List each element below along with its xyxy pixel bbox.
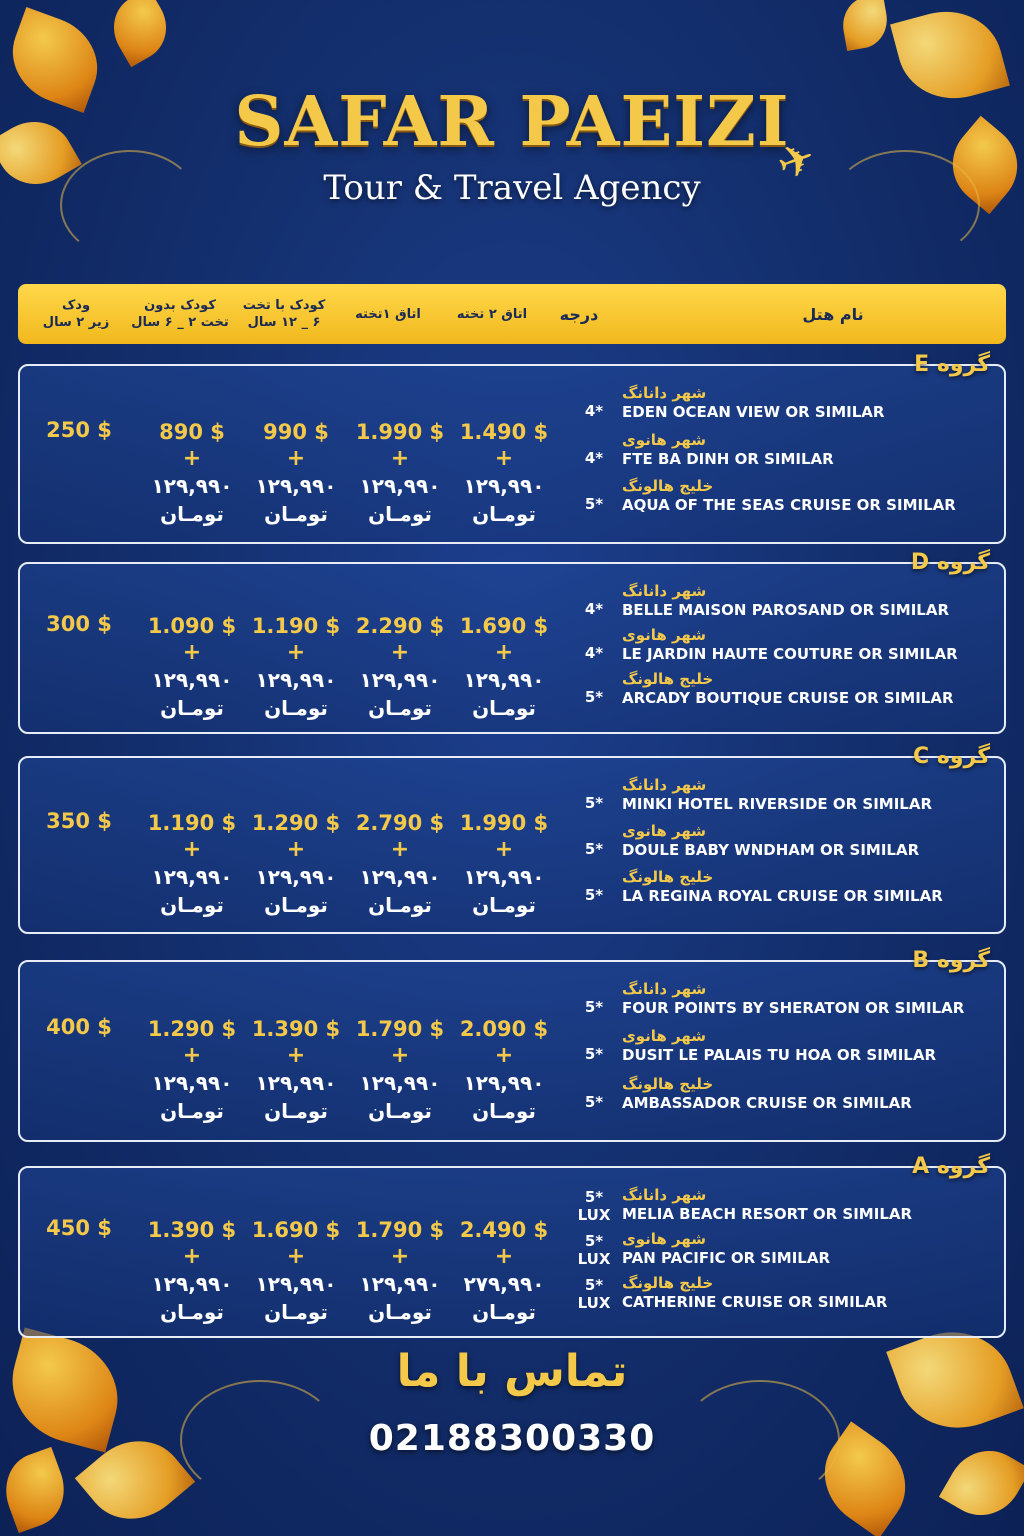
hotel-entry [622, 670, 1002, 708]
price-cell [348, 612, 452, 722]
price-cell [452, 612, 556, 722]
toman-label: تومـان [160, 893, 224, 917]
lux-badge: LUX [577, 1206, 611, 1224]
toman-label: تومـان [472, 1099, 536, 1123]
price-plus: + [286, 446, 306, 471]
hotel-name: ARCADY BOUTIQUE CRUISE OR SIMILAR [622, 689, 954, 707]
table-header [18, 284, 1006, 344]
price-usd: 990 $ [263, 420, 329, 444]
header-grade: درجه [559, 304, 599, 324]
price-usd: 890 $ [159, 420, 225, 444]
price-plus: + [390, 1244, 410, 1269]
toman-label: تومـان [160, 1099, 224, 1123]
hotel-rating [560, 1232, 628, 1268]
lux-badge: LUX [577, 1250, 611, 1268]
price-plus: + [390, 1043, 410, 1068]
hotel-rating [560, 449, 628, 467]
price-toman: ۱۲۹,۹۹۰ [463, 668, 545, 692]
header-infant-line1: ودک [61, 298, 91, 313]
header-child-no-bed [128, 284, 232, 344]
hotel-entry [622, 776, 1002, 814]
price-usd: 1.490 $ [459, 420, 549, 444]
star-rating: 5* [584, 1276, 604, 1294]
price-plus: + [494, 1043, 514, 1068]
price-toman: ۱۲۹,۹۹۰ [463, 865, 545, 889]
price-group [18, 352, 1006, 544]
toman-label: تومـان [160, 696, 224, 720]
price-toman: ۱۲۹,۹۹۰ [151, 865, 233, 889]
price-usd: 1.990 $ [355, 420, 445, 444]
toman-label: تومـان [368, 1099, 432, 1123]
hotel-rating [560, 644, 628, 662]
price-toman: ۱۲۹,۹۹۰ [359, 865, 441, 889]
group-label: گروه A [912, 1154, 990, 1179]
hotel-name: MELIA BEACH RESORT OR SIMILAR [622, 1205, 913, 1223]
toman-label: تومـان [472, 1300, 536, 1324]
price-plus: + [494, 1244, 514, 1269]
hotel-city: شهر دانانگ [622, 980, 707, 998]
hotel-city: شهر دانانگ [622, 776, 707, 794]
hotel-name: MINKI HOTEL RIVERSIDE OR SIMILAR [622, 795, 933, 813]
toman-label: تومـان [160, 1300, 224, 1324]
hotel-city: شهر هانوی [622, 430, 707, 449]
hotel-entry [622, 980, 1002, 1018]
price-cell [452, 1015, 556, 1125]
maple-leaf-icon [101, 0, 179, 67]
price-group [18, 1154, 1006, 1338]
price-usd: 2.490 $ [459, 1218, 549, 1242]
infant-price: 300 $ [46, 612, 112, 636]
hotel-rating [560, 840, 628, 858]
price-cell [244, 418, 348, 528]
header-infant [28, 284, 124, 344]
hotel-name: EDEN OCEAN VIEW OR SIMILAR [622, 403, 885, 421]
price-plus: + [182, 446, 202, 471]
group-label: گروه C [913, 744, 990, 769]
hotel-entry [622, 1186, 1002, 1224]
price-cell [140, 612, 244, 722]
hotel-entry [622, 822, 1002, 860]
toman-label: تومـان [264, 502, 328, 526]
price-usd: 1.990 $ [459, 811, 549, 835]
price-plus: + [286, 837, 306, 862]
toman-label: تومـان [368, 502, 432, 526]
price-usd: 2.790 $ [355, 811, 445, 835]
star-rating: 4* [584, 448, 604, 467]
contact-phone[interactable]: 02188300330 [368, 1418, 656, 1459]
price-cell [140, 418, 244, 528]
hotel-city: خلیج هالونگ [622, 1074, 714, 1093]
price-plus: + [494, 640, 514, 665]
hotel-name: CATHERINE CRUISE OR SIMILAR [622, 1293, 888, 1311]
toman-label: تومـان [264, 893, 328, 917]
hotel-rating [560, 1276, 628, 1312]
header-hotel-name: نام هتل [802, 304, 864, 324]
price-cell [452, 418, 556, 528]
hotel-entry [622, 384, 1002, 422]
star-rating: 5* [584, 1232, 604, 1250]
hotel-city: شهر هانوی [622, 822, 707, 840]
price-plus: + [286, 1244, 306, 1269]
hotel-rating [560, 495, 628, 513]
header-double-room: اتاق ۲ تخته [456, 306, 528, 322]
hotel-name: AQUA OF THE SEAS CRUISE OR SIMILAR [622, 496, 956, 515]
hotel-rating [560, 402, 628, 420]
toman-label: تومـان [472, 696, 536, 720]
price-toman: ۱۲۹,۹۹۰ [151, 668, 233, 692]
maple-leaf-icon [0, 1447, 75, 1533]
header-child-with-bed [232, 284, 336, 344]
hotel-name: DUSIT LE PALAIS TU HOA OR SIMILAR [622, 1046, 936, 1065]
hotel-city: شهر هانوی [622, 1027, 707, 1046]
price-toman: ۱۲۹,۹۹۰ [359, 1272, 441, 1296]
hotel-rating [560, 1045, 628, 1063]
hotel-rating [560, 1093, 628, 1111]
price-toman: ۱۲۹,۹۹۰ [463, 1071, 545, 1095]
hotel-entry [622, 1274, 1002, 1312]
price-toman: ۲۷۹,۹۹۰ [463, 1272, 545, 1296]
price-usd: 1.090 $ [147, 614, 237, 638]
price-cell [244, 1216, 348, 1326]
star-rating: 4* [584, 600, 604, 618]
price-usd: 1.290 $ [147, 1017, 237, 1041]
brand-header [0, 82, 1024, 208]
star-rating: 5* [584, 495, 604, 514]
infant-price: 350 $ [46, 809, 112, 833]
price-plus: + [390, 837, 410, 862]
hotel-city: شهر هانوی [622, 626, 707, 644]
price-usd: 1.690 $ [459, 614, 549, 638]
group-label: گروه D [910, 550, 990, 575]
infant-price: 250 $ [46, 418, 112, 442]
hotel-entry [622, 431, 1002, 469]
price-usd: 2.290 $ [355, 614, 445, 638]
hotel-name: FOUR POINTS BY SHERATON OR SIMILAR [622, 999, 965, 1017]
price-toman: ۱۲۹,۹۹۰ [255, 1071, 337, 1095]
price-toman: ۱۲۹,۹۹۰ [255, 668, 337, 692]
price-cell [348, 809, 452, 919]
hotel-entry [622, 1027, 1002, 1065]
price-usd: 1.290 $ [251, 811, 341, 835]
hotel-name: FTE BA DINH OR SIMILAR [622, 449, 834, 468]
star-rating: 4* [584, 644, 604, 662]
header-child-with-bed-line1: کودک با تخت [242, 298, 326, 313]
hotel-name: PAN PACIFIC OR SIMILAR [622, 1249, 831, 1267]
toman-label: تومـان [368, 696, 432, 720]
price-plus: + [390, 640, 410, 665]
price-cell [244, 612, 348, 722]
hotel-entry [622, 582, 1002, 620]
hotel-name: LE JARDIN HAUTE COUTURE OR SIMILAR [622, 645, 958, 663]
toman-label: تومـان [264, 1099, 328, 1123]
price-cell [348, 1216, 452, 1326]
hotel-city: شهر دانانگ [622, 582, 707, 600]
hotel-name: BELLE MAISON PAROSAND OR SIMILAR [622, 601, 950, 619]
price-toman: ۱۲۹,۹۹۰ [359, 474, 441, 498]
header-child-no-bed-line2: تخت ۲ _ ۶ سال [131, 315, 229, 330]
price-cell [140, 809, 244, 919]
price-plus: + [390, 446, 410, 471]
hotel-rating [560, 794, 628, 812]
price-toman: ۱۲۹,۹۹۰ [151, 1071, 233, 1095]
toman-label: تومـان [264, 1300, 328, 1324]
header-single-room: اتاق ۱تخته [355, 306, 421, 322]
price-group [18, 550, 1006, 734]
price-group [18, 948, 1006, 1142]
hotel-entry [622, 868, 1002, 906]
price-plus: + [182, 640, 202, 665]
star-rating: 5* [584, 1092, 604, 1111]
price-toman: ۱۲۹,۹۹۰ [151, 1272, 233, 1296]
price-plus: + [494, 837, 514, 862]
infant-price: 450 $ [46, 1216, 112, 1240]
price-toman: ۱۲۹,۹۹۰ [151, 474, 233, 498]
toman-label: تومـان [472, 502, 536, 526]
price-group [18, 744, 1006, 934]
price-cell [140, 1015, 244, 1125]
hotel-city: شهر هانوی [622, 1230, 707, 1248]
star-rating: 5* [584, 794, 604, 812]
price-cell [348, 418, 452, 528]
hotel-rating [560, 1188, 628, 1224]
toman-label: تومـان [160, 502, 224, 526]
star-rating: 5* [584, 1188, 604, 1206]
price-toman: ۱۲۹,۹۹۰ [359, 1071, 441, 1095]
brand-subtitle: Tour & Travel Agency [323, 168, 701, 208]
toman-label: تومـان [368, 893, 432, 917]
price-toman: ۱۲۹,۹۹۰ [255, 1272, 337, 1296]
price-usd: 1.190 $ [251, 614, 341, 638]
star-rating: 5* [584, 998, 604, 1016]
star-rating: 4* [584, 402, 604, 420]
price-toman: ۱۲۹,۹۹۰ [359, 668, 441, 692]
price-cell [140, 1216, 244, 1326]
header-child-no-bed-line1: کودک بدون [144, 298, 216, 313]
star-rating: 5* [584, 840, 604, 858]
hotel-city: شهر دانانگ [622, 384, 707, 402]
header-infant-line2: زیر ۲ سال [42, 315, 110, 330]
contact-label: تماس با ما [396, 1346, 628, 1397]
brand-title: SAFAR PAEIZI [234, 82, 790, 162]
hotel-rating [560, 688, 628, 706]
price-usd: 1.790 $ [355, 1017, 445, 1041]
maple-leaf-icon [839, 0, 892, 51]
airplane-icon: ✈ [770, 131, 823, 192]
hotel-city: شهر دانانگ [622, 1186, 707, 1204]
price-plus: + [182, 837, 202, 862]
price-toman: ۱۲۹,۹۹۰ [255, 865, 337, 889]
price-plus: + [182, 1043, 202, 1068]
price-cell [244, 1015, 348, 1125]
toman-label: تومـان [368, 1300, 432, 1324]
infant-price: 400 $ [46, 1015, 112, 1039]
hotel-rating [560, 600, 628, 618]
price-plus: + [494, 446, 514, 471]
price-cell [244, 809, 348, 919]
price-usd: 2.090 $ [459, 1017, 549, 1041]
hotel-name: DOULE BABY WNDHAM OR SIMILAR [622, 841, 920, 859]
hotel-rating [560, 998, 628, 1016]
price-plus: + [182, 1244, 202, 1269]
header-child-with-bed-line2: ۶ _ ۱۲ سال [247, 315, 321, 330]
price-plus: + [286, 1043, 306, 1068]
hotel-city: خلیج هالونگ [622, 868, 714, 886]
lux-badge: LUX [577, 1294, 611, 1312]
star-rating: 5* [584, 1045, 604, 1064]
star-rating: 5* [584, 886, 604, 904]
price-plus: + [286, 640, 306, 665]
hotel-rating [560, 886, 628, 904]
price-usd: 1.390 $ [251, 1017, 341, 1041]
hotel-entry [622, 1075, 1002, 1113]
hotel-city: خلیج هالونگ [622, 1274, 714, 1292]
toman-label: تومـان [264, 696, 328, 720]
price-cell [452, 809, 556, 919]
hotel-name: AMBASSADOR CRUISE OR SIMILAR [622, 1093, 912, 1112]
price-usd: 1.190 $ [147, 811, 237, 835]
price-usd: 1.790 $ [355, 1218, 445, 1242]
price-cell [348, 1015, 452, 1125]
price-usd: 1.690 $ [251, 1218, 341, 1242]
price-cell [452, 1216, 556, 1326]
hotel-entry [622, 477, 1002, 515]
hotel-entry [622, 626, 1002, 664]
price-usd: 1.390 $ [147, 1218, 237, 1242]
price-toman: ۱۲۹,۹۹۰ [255, 474, 337, 498]
group-label: گروه B [912, 948, 990, 973]
price-toman: ۱۲۹,۹۹۰ [463, 474, 545, 498]
hotel-city: خلیج هالونگ [622, 477, 714, 496]
hotel-name: LA REGINA ROYAL CRUISE OR SIMILAR [622, 887, 943, 905]
hotel-city: خلیج هالونگ [622, 670, 714, 688]
toman-label: تومـان [472, 893, 536, 917]
hotel-entry [622, 1230, 1002, 1268]
star-rating: 5* [584, 688, 604, 706]
group-label: گروه E [914, 352, 990, 377]
